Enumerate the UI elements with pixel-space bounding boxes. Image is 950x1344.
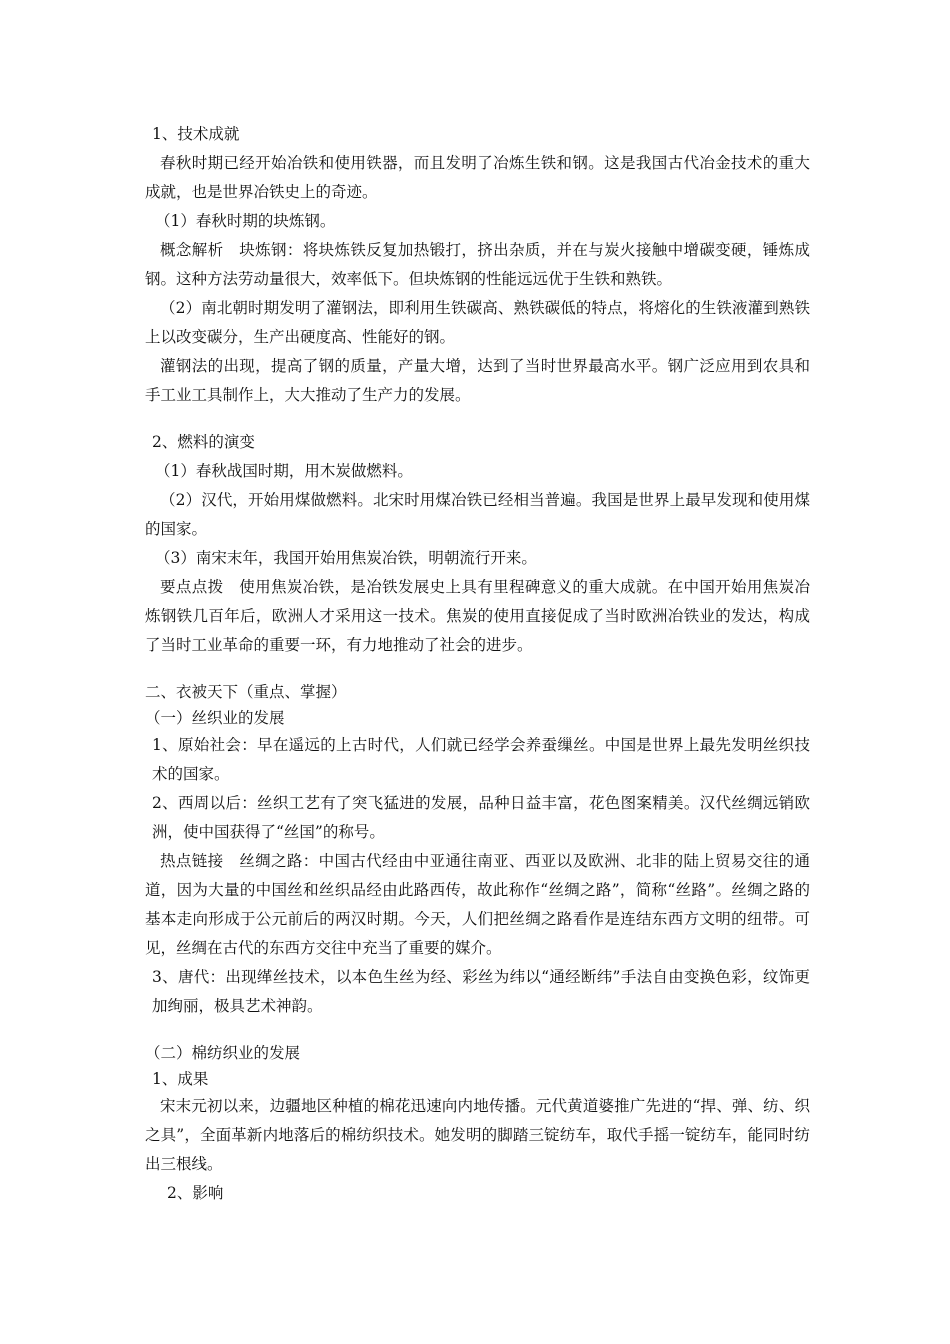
list-item-bloomery-steel: （1）春秋时期的块炼钢。 — [155, 212, 336, 230]
spacer — [145, 1021, 810, 1040]
subsection-heading-cotton: （二）棉纺织业的发展 — [145, 1044, 301, 1062]
paragraph-co-fusion-impact: 灌钢法的出现，提高了钢的质量，产量大增，达到了当时世界最高水平。钢广泛应用到农具和手工业工具制作上，大大推动了生产力的发展。 — [145, 357, 810, 404]
document-body — [145, 120, 810, 1208]
paragraph-cotton-spread: 宋末元初以来，边疆地区种植的棉花迅速向内地传播。元代黄道婆推广先进的“捍、弹、纺、织之具”，全面革新内地落后的棉纺织技术。她发明的脚踏三锭纺车，取代手摇一锭纺车，能同时纺出三根线。 — [145, 1097, 810, 1173]
spacer — [145, 660, 810, 679]
paragraph-key-points: 要点点拨 使用焦炭冶铁，是冶铁发展史上具有里程碑意义的重大成就。在中国开始用焦炭冶炼钢铁几百年后，欧洲人才采用这一技术。焦炭的使用直接促成了当时欧洲冶铁业的发达，构成了当时工业革命的重要一环，有力地推动了社会的进步。 — [145, 578, 810, 654]
list-item-coke: （3）南宋末年，我国开始用焦炭冶铁，明朝流行开来。 — [155, 549, 537, 567]
section-heading-clothing: 二、衣被天下（重点、掌握） — [145, 683, 347, 701]
list-item-co-fusion-steel: （2）南北朝时期发明了灌钢法，即利用生铁碳高、熟铁碳低的特点，将熔化的生铁液灌到熟铁上以改变碳分，生产出硬度高、性能好的钢。 — [145, 299, 810, 346]
subsection-heading-silk: （一）丝织业的发展 — [145, 709, 285, 727]
paragraph-concept-analysis: 概念解析 块炼钢：将块炼铁反复加热锻打，挤出杂质，并在与炭火接触中增碳变硬，锤炼成钢。这种方法劳动量很大，效率低下。但块炼钢的性能远远优于生铁和熟铁。 — [145, 241, 810, 288]
spacer — [145, 410, 810, 428]
paragraph-silk-road: 热点链接 丝绸之路：中国古代经由中亚通往南亚、西亚以及欧洲、北非的陆上贸易交往的通道，因为大量的中国丝和丝织品经由此路西传，故此称作“丝绸之路”，简称“丝路”。丝绸之路的基本走向形成于公元前后的两汉时期。今天，人们把丝绸之路看作是连结东西方文明的纽带。可见，丝绸在古代的东西方交往中充当了重要的媒介。 — [145, 852, 810, 957]
list-item-coal: （2）汉代，开始用煤做燃料。北宋时用煤冶铁已经相当普遍。我国是世界上最早发现和使用煤的国家。 — [145, 491, 810, 538]
section-heading-fuel-evolution: 2、燃料的演变 — [152, 433, 255, 451]
list-item-western-zhou: 2、西周以后：丝织工艺有了突飞猛进的发展，品种日益丰富，花色图案精美。汉代丝绸远销欧洲，使中国获得了“丝国”的称号。 — [152, 794, 810, 841]
section-heading-tech-achievement: 1、技术成就 — [152, 125, 240, 143]
list-item-charcoal: （1）春秋战国时期，用木炭做燃料。 — [155, 462, 413, 480]
list-heading-influence: 2、影响 — [167, 1184, 224, 1202]
list-item-primitive-society: 1、原始社会：早在遥远的上古时代，人们就已经学会养蚕缫丝。中国是世界上最先发明丝织技术的国家。 — [152, 736, 810, 783]
paragraph-iron-smelting: 春秋时期已经开始冶铁和使用铁器，而且发明了冶炼生铁和钢。这是我国古代冶金技术的重大成就，也是世界冶铁史上的奇迹。 — [145, 154, 810, 201]
list-heading-results: 1、成果 — [152, 1070, 209, 1088]
list-item-tang-dynasty: 3、唐代：出现缂丝技术，以本色生丝为经、彩丝为纬以“通经断纬”手法自由变换色彩，纹饰更加绚丽，极具艺术神韵。 — [152, 968, 810, 1015]
